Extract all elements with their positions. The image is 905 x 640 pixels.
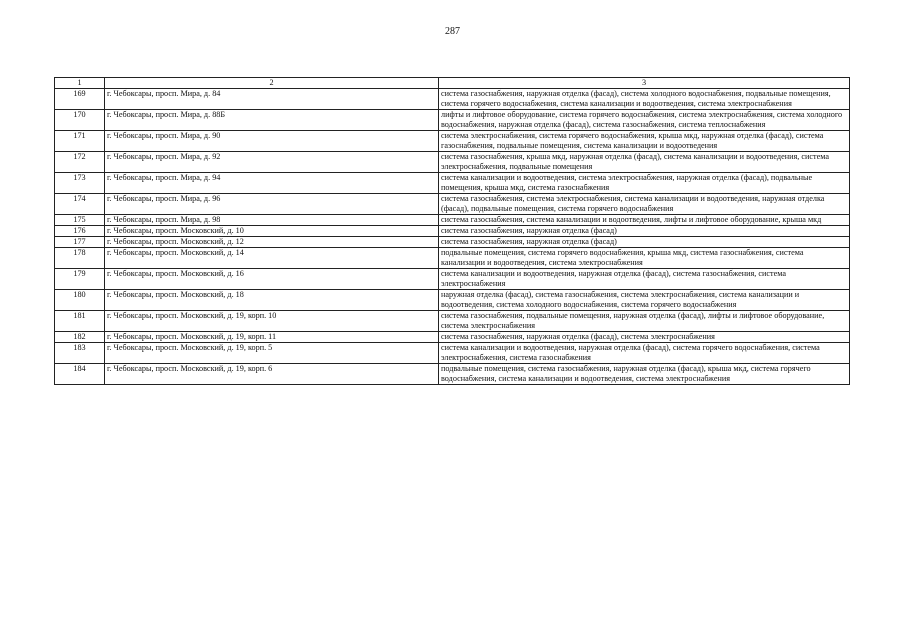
row-number: 173 [55, 173, 105, 194]
table-row [55, 269, 850, 290]
row-address: г. Чебоксары, просп. Московский, д. 14 [105, 248, 439, 269]
table-row [55, 152, 850, 173]
row-systems: система электроснабжения, система горячего водоснабжения, крыша мкд, наружная отделка (фасад), система газоснабжения, подвальные помещения, система канализации и водоотведения [439, 131, 850, 152]
row-address: г. Чебоксары, просп. Московский, д. 19, корп. 5 [105, 343, 439, 364]
row-address: г. Чебоксары, просп. Московский, д. 12 [105, 237, 439, 248]
table-row [55, 194, 850, 215]
row-address: г. Чебоксары, просп. Мира, д. 98 [105, 215, 439, 226]
table-row [55, 173, 850, 194]
row-systems: система газоснабжения, система канализации и водоотведения, лифты и лифтовое оборудование, крыша мкд [439, 215, 850, 226]
row-address: г. Чебоксары, просп. Мира, д. 96 [105, 194, 439, 215]
header-row [55, 78, 850, 89]
row-address: г. Чебоксары, просп. Московский, д. 10 [105, 226, 439, 237]
table-row [55, 248, 850, 269]
row-address: г. Чебоксары, просп. Мира, д. 94 [105, 173, 439, 194]
row-number: 181 [55, 311, 105, 332]
row-systems: система газоснабжения, система электроснабжения, система канализации и водоотведения, наружная отделка (фасад), подвальные помещения, система горячего водоснабжения [439, 194, 850, 215]
row-number: 172 [55, 152, 105, 173]
table-row [55, 237, 850, 248]
row-number: 184 [55, 364, 105, 385]
column-header-1: 1 [55, 78, 105, 89]
table-row [55, 131, 850, 152]
row-number: 170 [55, 110, 105, 131]
column-header-2: 2 [105, 78, 439, 89]
row-number: 171 [55, 131, 105, 152]
row-number: 174 [55, 194, 105, 215]
row-systems: система газоснабжения, наружная отделка (фасад), система электроснабжения [439, 332, 850, 343]
row-number: 180 [55, 290, 105, 311]
table-row [55, 311, 850, 332]
row-systems: наружная отделка (фасад), система газоснабжения, система электроснабжения, система канализации и водоотведения, система холодного водоснабжения, система горячего водоснабжения [439, 290, 850, 311]
row-systems: система газоснабжения, наружная отделка (фасад) [439, 226, 850, 237]
registry-table [54, 77, 850, 385]
table-row [55, 226, 850, 237]
row-address: г. Чебоксары, просп. Мира, д. 84 [105, 89, 439, 110]
row-address: г. Чебоксары, просп. Мира, д. 90 [105, 131, 439, 152]
row-address: г. Чебоксары, просп. Московский, д. 16 [105, 269, 439, 290]
table-header [55, 78, 850, 89]
row-systems: система газоснабжения, наружная отделка (фасад), система холодного водоснабжения, подвальные помещения, система горячего водоснабжения, система канализации и водоотведения, система электроснабжения [439, 89, 850, 110]
row-address: г. Чебоксары, просп. Московский, д. 19, корп. 6 [105, 364, 439, 385]
row-number: 176 [55, 226, 105, 237]
row-number: 169 [55, 89, 105, 110]
row-number: 179 [55, 269, 105, 290]
row-address: г. Чебоксары, просп. Московский, д. 18 [105, 290, 439, 311]
row-systems: лифты и лифтовое оборудование, система горячего водоснабжения, система электроснабжения, система холодного водоснабжения, наружная отделка (фасад), система газоснабжения, система теплоснабжения [439, 110, 850, 131]
row-systems: подвальные помещения, система горячего водоснабжения, крыша мкд, система газоснабжения, система канализации и водоотведения, система электроснабжения [439, 248, 850, 269]
row-systems: система канализации и водоотведения, наружная отделка (фасад), система газоснабжения, система электроснабжения [439, 269, 850, 290]
row-systems: система канализации и водоотведения, наружная отделка (фасад), система горячего водоснабжения, система электроснабжения, система газоснабжения [439, 343, 850, 364]
row-systems: система газоснабжения, крыша мкд, наружная отделка (фасад), система канализации и водоотведения, система электроснабжения, подвальные помещения [439, 152, 850, 173]
table-row [55, 364, 850, 385]
row-systems: подвальные помещения, система газоснабжения, наружная отделка (фасад), крыша мкд, система горячего водоснабжения, система канализации и водоотведения, система электроснабжения [439, 364, 850, 385]
table-row [55, 343, 850, 364]
row-number: 183 [55, 343, 105, 364]
table-row [55, 89, 850, 110]
row-number: 182 [55, 332, 105, 343]
table-row [55, 110, 850, 131]
row-systems: система канализации и водоотведения, система электроснабжения, наружная отделка (фасад), подвальные помещения, крыша мкд, система газоснабжения [439, 173, 850, 194]
row-address: г. Чебоксары, просп. Мира, д. 88Б [105, 110, 439, 131]
row-number: 175 [55, 215, 105, 226]
row-number: 178 [55, 248, 105, 269]
table-body [55, 89, 850, 385]
page-number: 287 [445, 26, 460, 37]
table-row [55, 290, 850, 311]
row-address: г. Чебоксары, просп. Московский, д. 19, корп. 10 [105, 311, 439, 332]
row-number: 177 [55, 237, 105, 248]
row-systems: система газоснабжения, подвальные помещения, наружная отделка (фасад), лифты и лифтовое оборудование, система электроснабжения [439, 311, 850, 332]
table-row [55, 215, 850, 226]
table-row [55, 332, 850, 343]
row-address: г. Чебоксары, просп. Московский, д. 19, корп. 11 [105, 332, 439, 343]
row-address: г. Чебоксары, просп. Мира, д. 92 [105, 152, 439, 173]
row-systems: система газоснабжения, наружная отделка (фасад) [439, 237, 850, 248]
column-header-3: 3 [439, 78, 850, 89]
